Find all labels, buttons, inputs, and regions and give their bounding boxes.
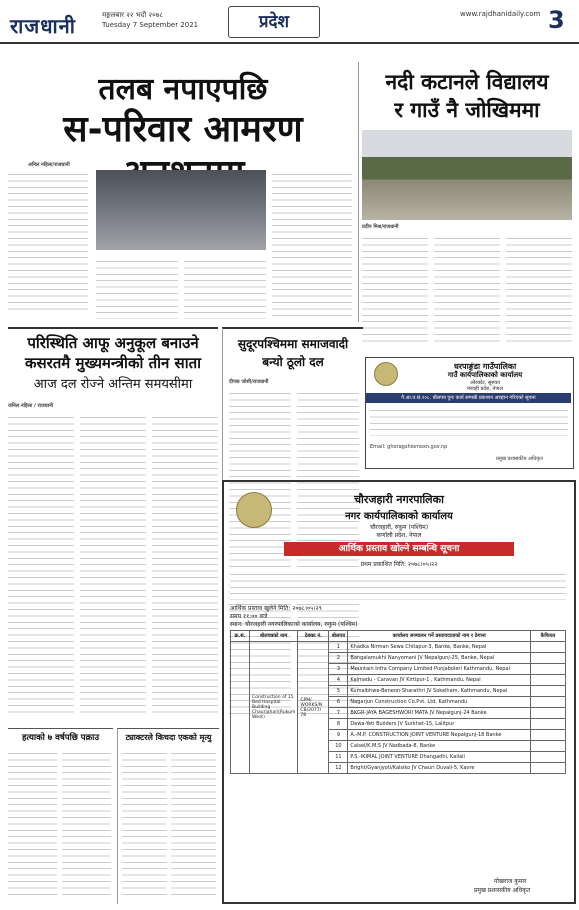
notice-gaupalika (365, 357, 574, 469)
row-contract-no: CPM/ WORKS/N CB/2077/ 78 (298, 642, 329, 774)
row-number: 5 (329, 686, 348, 697)
story-hunger-headline-1: तलब नपाएपछि (98, 72, 268, 107)
story-cm-headline-2: कसरतमै मुख्यमन्त्रीको तीन साता (24, 354, 202, 372)
notice-gaupalika-signoff: प्रमुख प्रशासकीय अधिकृत (496, 456, 543, 462)
story-hunger-col3 (184, 257, 266, 319)
notice-gaupalika-address-2: मरवही प्रदेश, नेपाल (467, 386, 503, 392)
masthead-name: राजधानी (10, 14, 76, 38)
row-remarks (531, 763, 566, 774)
masthead-date-en: Tuesday 7 September 2021 (102, 21, 199, 29)
row-remarks (531, 642, 566, 653)
story-hunger-photo (96, 170, 266, 250)
row-remarks (531, 719, 566, 730)
row-bidder-name: Calsel/K.M.S JV Nadbada-8, Banke (348, 741, 531, 752)
row-remarks (531, 675, 566, 686)
notice-chaurjahari-venue: स्थान: चौरजहारी नगरपालिकाको कार्यालय, रुकुम (पश्चिम) (230, 621, 358, 628)
story-murder-col1 (8, 749, 57, 899)
th-serial: क्र.सं. (231, 631, 250, 642)
story-cm-headline-1: परिस्थिति आफू अनुकूल बनाउने (27, 334, 199, 352)
row-serial-block (231, 642, 250, 774)
story-hunger-col4 (272, 170, 352, 318)
story-hunger-col1 (8, 170, 88, 315)
notice-gaupalika-subtitle: गाउँ कार्यपालिकाको कार्यालय (447, 371, 523, 379)
row-bidder-name: Khadka Nirman Sewa Chitapur-3, Banke, Banke, Nepal (348, 642, 531, 653)
row-remarks (531, 697, 566, 708)
story-tractor-headline: ट्याक्टरले किचदा एकको मृत्यु (125, 733, 212, 742)
story-school-col1 (362, 234, 428, 344)
bidders-table-header (231, 631, 566, 642)
story-cm-byline: जनिल नहिला / राजधानी (8, 403, 54, 409)
story-cm-col1 (8, 413, 74, 718)
notice-chaurjahari-date-line: प्रथम प्रकाशित मिति: २०७८।०५।२२ (360, 561, 438, 568)
row-number: 7 (329, 708, 348, 719)
row-number: 3 (329, 664, 348, 675)
masthead-date-np: मङ्गलबार २२ भदौ २०७८ (102, 11, 164, 19)
row-remarks (531, 686, 566, 697)
row-remarks (531, 664, 566, 675)
story-school-photo (362, 130, 572, 220)
story-party-byline: दीपक जोशी/राजधानी (229, 379, 269, 385)
th-remarks: कैफियत (531, 631, 566, 642)
row-number: 12 (329, 763, 348, 774)
notice-gaupalika-email: Email: ghoragshiomoxn.gov.np (370, 444, 448, 450)
website-url: www.rajdhanidaily.com (460, 10, 541, 18)
story-school-headline-1: नदी कटानले विद्यालय (385, 70, 549, 94)
notice-chaurjahari-signer-title: प्रमुख प्रशासकीय अधिकृत (474, 887, 531, 894)
notice-chaurjahari-address-2: कर्णाली प्रदेश, नेपाल (376, 532, 422, 539)
row-bidder-name: Kalmadu - Caravan JV Kirtipur-1 , Kathmandu, Nepal (348, 675, 531, 686)
story-murder-arrest (8, 728, 113, 904)
row-number: 2 (329, 653, 348, 664)
government-emblem-icon (374, 362, 398, 386)
row-number: 10 (329, 741, 348, 752)
th-bid: बोलपत्र (329, 631, 348, 642)
story-cm-col3 (152, 413, 218, 718)
notice-chaurjahari-title: चौरजहारी नगरपालिका (354, 493, 444, 506)
bidders-table (230, 630, 566, 774)
row-bidder-name: Mountain Infra Company Limited Punjaboleri Kathmandu, Nepal (348, 664, 531, 675)
row-remarks (531, 653, 566, 664)
notice-gaupalika-banner: गै.आ.व.सं.२०८. बोलपत्र पुनः कार्य सम्पन्नी प्रकाशन आव्हान गरिएको सूचना (366, 393, 571, 403)
row-bidder-name: Kumaibhwe-Beneon-Sharathri JV Sokelham, Kathmandu, Nepal (348, 686, 531, 697)
row-number: 9 (329, 730, 348, 741)
notice-chaurjahari-signer: पोखराज कुमार (494, 878, 527, 885)
row-number: 11 (329, 752, 348, 763)
notice-chaurjahari-body (230, 570, 566, 600)
story-school (362, 62, 572, 352)
th-contract-name: बोलपत्रको नाम (250, 631, 298, 642)
story-party-headline-2: बन्यो ठूलो दल (262, 355, 324, 369)
row-number: 4 (329, 675, 348, 686)
story-hunger-byline: अनिल नहिला/राजधानी (28, 162, 70, 168)
section-label (228, 6, 320, 38)
row-remarks (531, 741, 566, 752)
row-number: 1 (329, 642, 348, 653)
story-cm-col2 (80, 413, 146, 718)
table-row (231, 642, 566, 653)
th-bidder-name: कार्यालय सञ्चालन गर्ने प्रस्तावदाताको नाम र ठेगाना (348, 631, 531, 642)
story-cm-subhead: आज दल रोज्ने अन्तिम समयसीमा (33, 377, 193, 392)
story-school-headline-2: र गाउँ नै जोखिममा (394, 98, 540, 122)
story-school-byline: प्रदीप मिश्र/राजधानी (362, 224, 399, 230)
notice-chaurjahari-address-1: चौरजहारी, रुकुम (पश्चिम) (369, 524, 429, 531)
masthead-date (102, 10, 198, 30)
row-remarks (531, 730, 566, 741)
story-hunger-col2 (96, 257, 178, 319)
notice-chaurjahari (222, 480, 576, 904)
notice-gaupalika-address-1: ओरकोट, सुरुवत (470, 380, 500, 386)
story-murder-headline: हत्याको ७ वर्षपछि पक्राउ (22, 733, 99, 743)
notice-chaurjahari-subtitle: नगर कार्यपालिकाको कार्यालय (345, 511, 453, 522)
story-hunger-strike (8, 62, 359, 322)
row-bidder-name: Nagarjun Construction Co.Pvt. Ltd. Kathmandu (348, 697, 531, 708)
row-remarks (531, 752, 566, 763)
th-contract-no: ठेक्का नं. (298, 631, 329, 642)
story-school-col3 (506, 234, 572, 344)
notice-chaurjahari-banner: आर्थिक प्रस्ताव खोल्ने सम्बन्धि सूचना (284, 542, 514, 556)
row-remarks (531, 708, 566, 719)
row-number: 6 (329, 697, 348, 708)
row-bidder-name: Bright/Gyanjyoti/Kalsiko JV Chauri Duvali-5, Kavre (348, 763, 531, 774)
page-number: 3 (548, 6, 565, 34)
story-school-col2 (434, 234, 500, 344)
notice-gaupalika-body (370, 406, 568, 436)
row-bidder-name: BKGR-JAYA BAGESHWORI MATA JV Nepalgunj-24 Banke (348, 708, 531, 719)
story-party-headline-1: सुदूरपश्चिममा समाजवादी (237, 337, 349, 351)
notice-chaurjahari-time: समय ११:०० बजे (230, 613, 268, 620)
row-bidder-name: A.-M.P. CONSTRUCTION JOINT VENTURE Nepalgunj-18 Banke (348, 730, 531, 741)
story-tractor-col1 (122, 749, 167, 899)
section-label-text: प्रदेश (258, 12, 290, 32)
story-murder-col2 (62, 749, 111, 899)
row-number: 8 (329, 719, 348, 730)
row-bidder-name: Bangalamukhi Nanyomani JV Nepalgunj-25, Banke, Nepal (348, 653, 531, 664)
story-tractor-col2 (171, 749, 216, 899)
story-tractor-death (117, 728, 219, 904)
row-bidder-name: P.S.-IKIMAL JOINT VENTURE Dhangadhi, Kailali (348, 752, 531, 763)
row-bidder-name: Dewa-Yeti Builders JV Surkhet-15, Lalitpur (348, 719, 531, 730)
story-hunger-headline-2: स-परिवार आमरण (63, 109, 303, 150)
notice-gaupalika-title: धरपाङ्गंडा गाउँपालिका (453, 362, 517, 371)
story-chief-minister (8, 327, 218, 724)
row-work-name: Construction of 15 Bed Hospital Building Chaurjahari(Rukum West) (250, 642, 298, 774)
bidders-table-body (231, 642, 566, 774)
notice-chaurjahari-open-date: आर्थिक प्रस्ताव खुलेने मिति: २०७८।०५।२९ (230, 605, 322, 612)
